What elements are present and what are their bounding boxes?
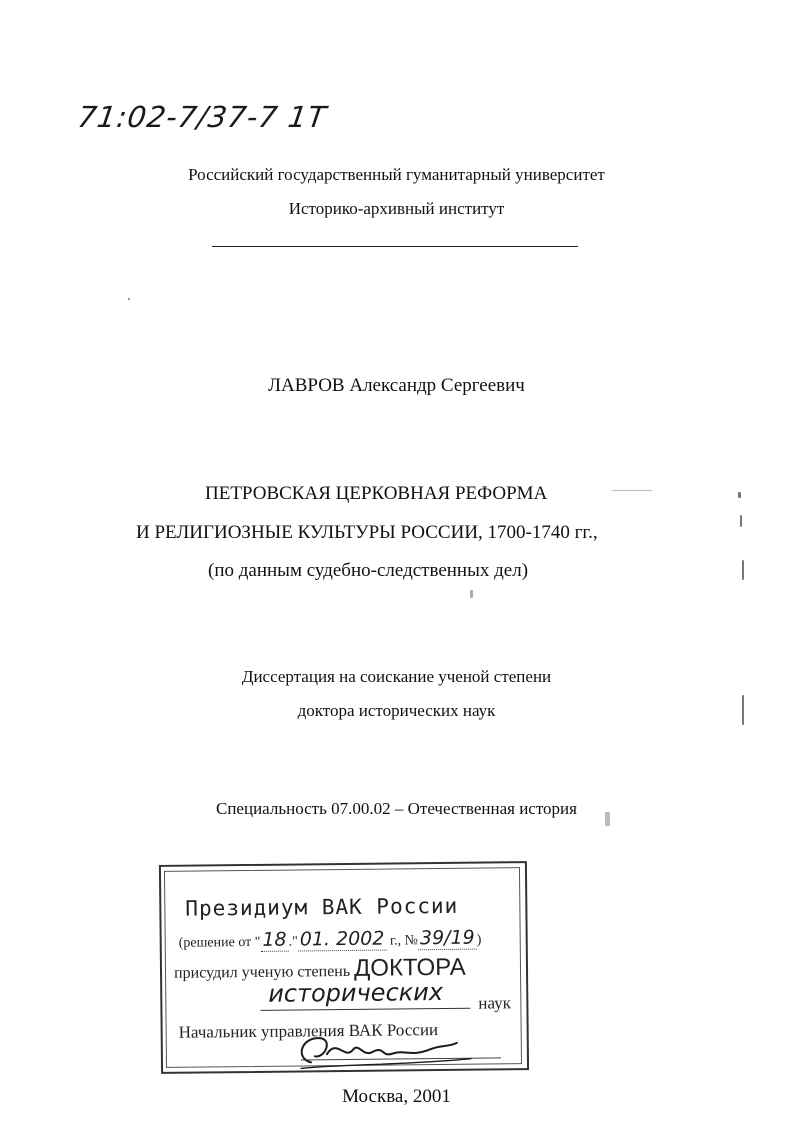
author-name: ЛАВРОВ Александр Сергеевич (268, 375, 525, 396)
scan-speck (470, 590, 473, 598)
title-line-2: И РЕЛИГИОЗНЫЕ КУЛЬТУРЫ РОССИИ, 1700-1740 гг., (136, 522, 598, 543)
stamp-science-handwritten: исторических (268, 977, 444, 1008)
stamp-decision-number: 39/19 (418, 927, 477, 951)
scan-speck (742, 695, 744, 725)
scan-speck (738, 492, 741, 498)
stamp-title: Президиум ВАК России (185, 893, 459, 921)
title-line-1: ПЕТРОВСКАЯ ЦЕРКОВНАЯ РЕФОРМА (205, 483, 548, 504)
stamp-decision-sep: ." (288, 934, 298, 950)
stamp-decision-day: 18 (260, 929, 288, 952)
stamp-decision-date: 01. 2002 (298, 928, 387, 952)
city-year: Москва, 2001 (342, 1086, 451, 1107)
header-rule (212, 246, 578, 247)
dissertation-line-1: Диссертация на соискание ученой степени (241, 667, 552, 686)
title-line-3: (по данным судебно-следственных дел) (208, 560, 529, 581)
vak-stamp (159, 861, 531, 1077)
stamp-head-title: Начальник управления ВАК России (178, 1020, 439, 1042)
stamp-science-word: наук (478, 993, 512, 1013)
institute-name: Историко-архивный институт (288, 199, 505, 218)
scan-speck (612, 490, 652, 491)
stamp-decision-close: ) (476, 932, 482, 948)
scan-speck (605, 812, 610, 826)
stamp-awarded-prefix: присудил ученую степень (173, 962, 351, 982)
university-name: Российский государственный гуманитарный университет (188, 165, 605, 184)
specialty: Специальность 07.00.02 – Отечественная история (216, 799, 577, 818)
stamp-degree: ДОКТОРА (353, 953, 466, 982)
stamp-decision-g: г., № (386, 933, 419, 949)
shelfmark-handwritten: 71:02-7/37-7 1Т (75, 100, 329, 134)
scan-speck (128, 298, 130, 300)
scan-speck (740, 515, 742, 527)
signature-icon (281, 1027, 481, 1077)
stamp-decision-prefix: (решение от " (178, 934, 261, 951)
scan-speck (742, 560, 744, 580)
dissertation-line-2: доктора исторических наук (297, 701, 496, 720)
stamp-decision-row (179, 927, 482, 953)
